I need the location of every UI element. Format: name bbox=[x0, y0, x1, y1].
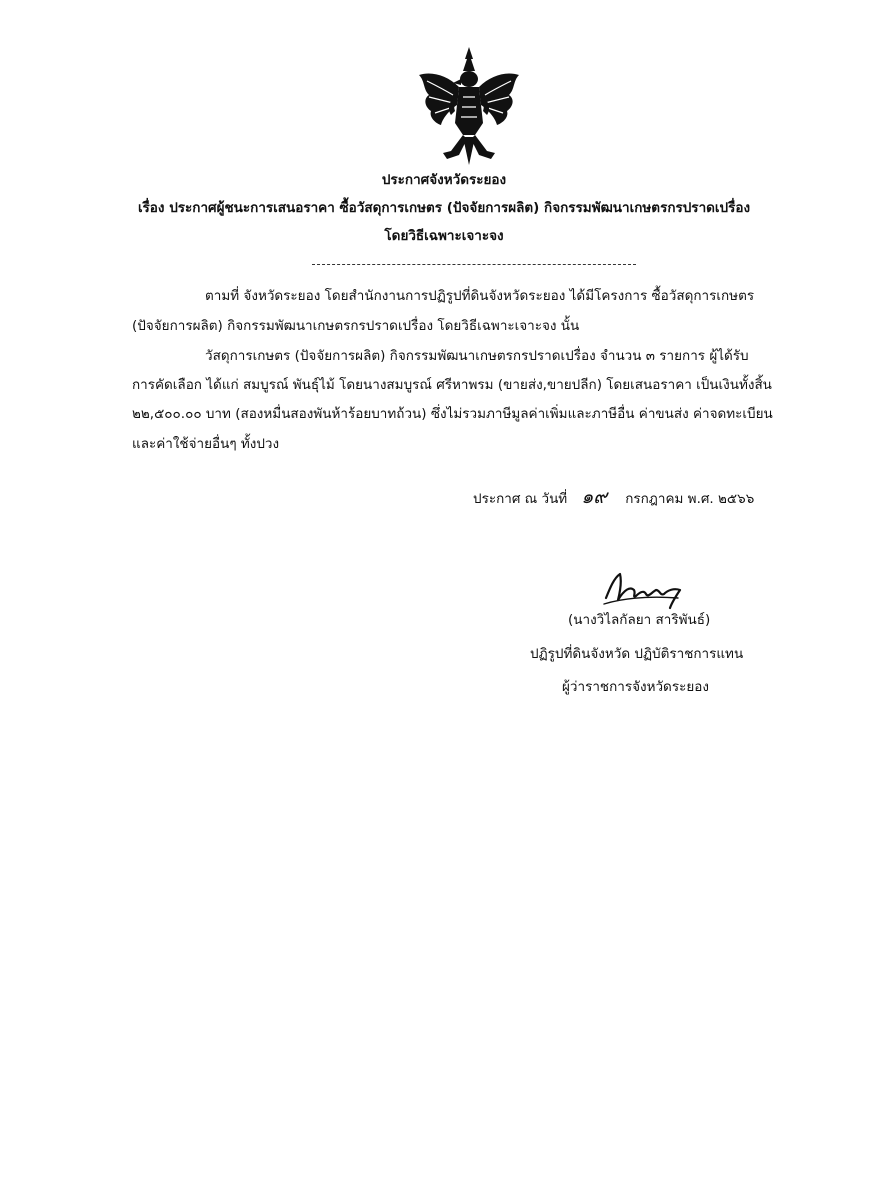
signatory-position: ปฏิรูปที่ดินจังหวัด ปฏิบัติราชการแทน bbox=[530, 646, 744, 662]
body-line: ๒๒,๕๐๐.๐๐ บาท (สองหมื่นสองพันห้าร้อยบาทถ้วน) ซึ่งไม่รวมภาษีมูลค่าเพิ่มและภาษีอื่น ค่าขนส่ง ค่าจดทะเบียน bbox=[132, 406, 773, 422]
document-title: ประกาศจังหวัดระยอง bbox=[381, 172, 507, 188]
body-line: ตามที่ จังหวัดระยอง โดยสำนักงานการปฏิรูปที่ดินจังหวัดระยอง ได้มีโครงการ ซื้อวัสดุการเกษตร bbox=[205, 288, 755, 304]
date-month-year: กรกฎาคม พ.ศ. ๒๕๖๖ bbox=[625, 491, 755, 507]
garuda-emblem-icon bbox=[417, 45, 521, 167]
body-line: และค่าใช้จ่ายอื่นๆ ทั้งปวง bbox=[132, 436, 280, 452]
body-line: (ปัจจัยการผลิต) กิจกรรมพัฒนาเกษตรกรปราดเปรื่อง โดยวิธีเฉพาะเจาะจง นั้น bbox=[132, 318, 580, 334]
separator-line bbox=[312, 264, 636, 265]
signatory-authority: ผู้ว่าราชการจังหวัดระยอง bbox=[562, 679, 709, 695]
document-subject: เรื่อง ประกาศผู้ชนะการเสนอราคา ซื้อวัสดุการเกษตร (ปัจจัยการผลิต) กิจกรรมพัฒนาเกษตรกรปราดเปรื่อง bbox=[137, 200, 751, 216]
body-line: การคัดเลือก ได้แก่ สมบูรณ์ พันธุ์ไม้ โดยนางสมบูรณ์ ศรีหาพรม (ขายส่ง,ขายปลีก) โดยเสนอราคา เป็นเงินทั้งสิ้น bbox=[132, 377, 772, 393]
body-line: วัสดุการเกษตร (ปัจจัยการผลิต) กิจกรรมพัฒนาเกษตรกรปราดเปรื่อง จำนวน ๓ รายการ ผู้ได้รับ bbox=[205, 348, 749, 364]
date-prefix: ประกาศ ณ วันที่ bbox=[473, 491, 568, 507]
date-day: ๑๙ bbox=[581, 486, 608, 508]
signatory-name: (นางวิไลกัลยา สาริพันธ์) bbox=[568, 612, 711, 628]
document-subject-continued: โดยวิธีเฉพาะเจาะจง bbox=[384, 228, 504, 244]
announcement-date bbox=[473, 484, 754, 512]
handwritten-signature-icon bbox=[600, 568, 686, 612]
